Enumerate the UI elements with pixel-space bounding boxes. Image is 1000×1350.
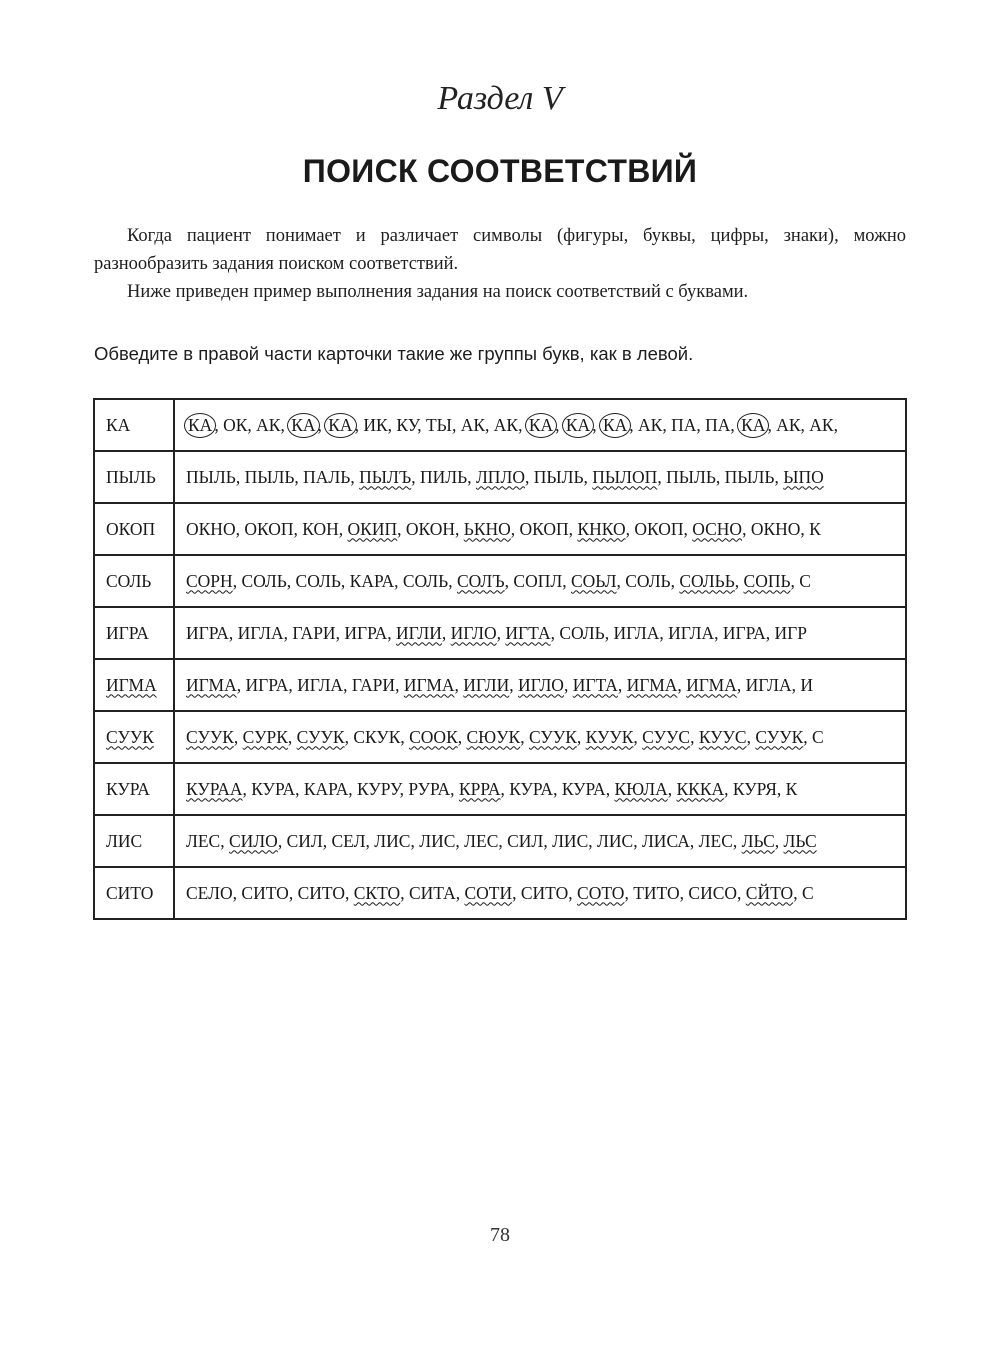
card-key-text: ЛИС (106, 830, 143, 851)
card-row (94, 555, 906, 607)
underlined-distractor[interactable]: ИГЛИ (395, 622, 442, 643)
page-number: 78 (490, 1224, 510, 1246)
letter-group[interactable]: СЕЛО (186, 882, 233, 903)
card-key-text: СИТО (106, 882, 154, 903)
letter-group[interactable]: ГАРИ (351, 674, 396, 695)
underlined-distractor[interactable]: СКТО (353, 882, 401, 903)
letter-group[interactable]: ПИЛЬ (419, 466, 468, 487)
letter-group[interactable]: ПЫЛЬ (666, 466, 716, 487)
task-instruction: Обведите в правой части карточки такие же группы букв, как в левой. (94, 343, 694, 364)
letter-group[interactable]: ИГЛА (237, 622, 284, 643)
letter-group[interactable]: ИГЛА (745, 674, 792, 695)
letter-group[interactable]: КОН (302, 518, 339, 539)
card-sequence-cell: КУРАА, КУРА, КАРА, КУРУ, РУРА, КРРА, КУРА, КУРА, КЮЛА, КККА, КУРЯ, К (174, 763, 906, 815)
letter-group[interactable]: АК (256, 414, 281, 435)
underlined-distractor[interactable]: ЛЬС (783, 830, 817, 851)
card-key-text: СУУК (106, 726, 154, 747)
letter-group[interactable]: ИГЛА (668, 622, 715, 643)
underlined-distractor[interactable]: СОЛЪ (456, 570, 505, 591)
card-key-text: ИГРА (106, 622, 149, 643)
underlined-distractor[interactable]: КУРАА (186, 778, 243, 799)
card-key-text: ИГМА (106, 674, 157, 695)
letter-group[interactable]: АК (776, 414, 801, 435)
letter-group[interactable]: СИСО (688, 882, 738, 903)
letter-group[interactable]: ИГРА (245, 674, 289, 695)
card-row (94, 399, 906, 451)
card-sequence-cell: СЕЛО, СИТО, СИТО, СКТО, СИТА, СОТИ, СИТО, СОТО, ТИТО, СИСО, СЙТО, С (174, 867, 906, 919)
letter-group[interactable]: СОЛЬ (625, 570, 671, 591)
letter-group[interactable]: С (799, 570, 811, 591)
letter-group[interactable]: СОЛЬ (402, 570, 449, 591)
underlined-distractor[interactable]: ИГМА (626, 674, 678, 695)
letter-group[interactable]: С (812, 726, 824, 747)
card-key-cell (94, 867, 174, 919)
intro-paragraph-2: Ниже приведен пример выполнения задания на поиск соответствий с буквами. (127, 282, 749, 302)
circled-match[interactable]: КА (599, 413, 631, 438)
letter-group[interactable]: АК (809, 414, 834, 435)
card-sequence-cell: ИГМА, ИГРА, ИГЛА, ГАРИ, ИГМА, ИГЛИ, ИГЛО, ИГТА, ИГМА, ИГМА, ИГЛА, И (174, 659, 906, 711)
circled-match[interactable]: КА (525, 413, 557, 438)
letter-group[interactable]: ИГЛА (613, 622, 660, 643)
letter-group[interactable]: СИЛ (286, 830, 323, 851)
letter-group[interactable]: ОКОП (634, 518, 684, 539)
card-sequence-cell: ИГРА, ИГЛА, ГАРИ, ИГРА, ИГЛИ, ИГЛО, ИГТА, СОЛЬ, ИГЛА, ИГЛА, ИГРА, ИГР (174, 607, 906, 659)
letter-group[interactable]: ОКОН (405, 518, 456, 539)
circled-match[interactable]: КА (324, 413, 356, 438)
card-key-text: КА (106, 414, 131, 435)
section-label: Раздел V (437, 80, 563, 117)
letter-group[interactable]: ПЫЛЬ (244, 466, 295, 487)
card-key-cell (94, 763, 174, 815)
letter-group[interactable]: ЛИС (419, 830, 456, 851)
letter-group[interactable]: КУ (396, 414, 418, 435)
underlined-distractor[interactable]: ОСНО (692, 518, 743, 539)
underlined-distractor[interactable]: СЙТО (745, 882, 794, 903)
card-row (94, 451, 906, 503)
letter-group[interactable]: И (800, 674, 813, 695)
letter-group[interactable]: ОКНО (750, 518, 801, 539)
matching-card-body (94, 399, 906, 919)
letter-group[interactable]: СИТО (520, 882, 569, 903)
underlined-distractor[interactable]: КРРА (458, 778, 501, 799)
underlined-distractor[interactable]: СОРН (186, 570, 233, 591)
underlined-distractor[interactable]: КУУС (698, 726, 747, 747)
circled-match[interactable]: КА (184, 413, 216, 438)
letter-group[interactable]: АК (460, 414, 485, 435)
letter-group[interactable]: ОК (223, 414, 248, 435)
letter-group[interactable]: СИТА (408, 882, 456, 903)
underlined-distractor[interactable]: СОТО (577, 882, 625, 903)
matching-card-table (93, 398, 907, 920)
underlined-distractor[interactable]: ИГМА (686, 674, 737, 695)
underlined-distractor[interactable]: СУРК (242, 726, 288, 747)
card-row (94, 763, 906, 815)
card-row (94, 815, 906, 867)
letter-group[interactable]: ПЫЛЬ (533, 466, 584, 487)
letter-group[interactable]: КУРА (509, 778, 554, 799)
underlined-distractor[interactable]: СУУК (186, 726, 234, 747)
letter-group[interactable]: ЛИС (597, 830, 634, 851)
card-key-cell (94, 399, 174, 451)
letter-group[interactable]: КУРЯ (732, 778, 777, 799)
underlined-distractor[interactable]: ЛЬС (741, 830, 775, 851)
underlined-distractor[interactable]: ЛПЛО (475, 466, 525, 487)
letter-group[interactable]: АК (638, 414, 663, 435)
intro-text (94, 222, 906, 306)
letter-group[interactable]: РУРА (408, 778, 451, 799)
letter-group[interactable]: ОКОП (244, 518, 294, 539)
card-sequence-cell: КА , ОК, АК, КА , КА , ИК, КУ, ТЫ, АК, АК, КА , КА , КА , АК, ПА, ПА, КА , АК, АК, (174, 399, 906, 451)
letter-group[interactable]: К (785, 778, 798, 799)
page-title: ПОИСК СООТВЕТСТВИЙ (302, 153, 698, 189)
underlined-distractor[interactable]: ИГЛИ (463, 674, 510, 695)
underlined-distractor[interactable]: ИГЛО (518, 674, 564, 695)
letter-group[interactable]: СОЛЬ (241, 570, 287, 591)
card-key-text: СОЛЬ (106, 570, 152, 591)
letter-group[interactable]: СЕЛ (331, 830, 366, 851)
underlined-distractor[interactable]: СООК (409, 726, 458, 747)
letter-group[interactable]: КАРА (303, 778, 349, 799)
underlined-distractor[interactable]: СУУС (642, 726, 691, 747)
circled-match[interactable]: КА (737, 413, 769, 438)
card-row (94, 607, 906, 659)
card-sequence-cell: ОКНО, ОКОП, КОН, ОКИП, ОКОН, ЬКНО, ОКОП, КНКО, ОКОП, ОСНО, ОКНО, К (174, 503, 906, 555)
underlined-distractor[interactable]: СОЛЬЬ (679, 570, 735, 591)
letter-group[interactable]: СИТО (241, 882, 289, 903)
card-key-cell (94, 503, 174, 555)
letter-group[interactable]: КАРА (349, 570, 395, 591)
letter-group[interactable]: ЛИС (374, 830, 411, 851)
letter-group[interactable]: ЛИСА (641, 830, 690, 851)
underlined-distractor[interactable]: СУУК (296, 726, 345, 747)
card-row (94, 659, 906, 711)
underlined-distractor[interactable]: ИГТА (572, 674, 618, 695)
letter-group[interactable]: К (809, 518, 821, 539)
card-sequence-cell: ЛЕС, СИЛО, СИЛ, СЕЛ, ЛИС, ЛИС, ЛЕС, СИЛ, ЛИС, ЛИС, ЛИСА, ЛЕС, ЛЬС, ЛЬС (174, 815, 906, 867)
underlined-distractor[interactable]: КНКО (577, 518, 626, 539)
underlined-distractor[interactable]: ИГТА (505, 622, 551, 643)
card-key-text: ПЫЛЬ (106, 466, 156, 487)
card-row (94, 867, 906, 919)
underlined-distractor[interactable]: СОТИ (464, 882, 513, 903)
intro-paragraph-1: Когда пациент понимает и различает символы (фигуры, буквы, цифры, знаки), можно разнообразить задания поиском соответствий. (94, 226, 906, 274)
letter-group[interactable]: КУРА (561, 778, 606, 799)
card-sequence-cell: СОРН, СОЛЬ, СОЛЬ, КАРА, СОЛЬ, СОЛЪ, СОПЛ, СОЬЛ, СОЛЬ, СОЛЬЬ, СОПЬ, С (174, 555, 906, 607)
underlined-distractor[interactable]: СОЬЛ (570, 570, 617, 591)
letter-group[interactable]: КУРА (251, 778, 296, 799)
underlined-distractor[interactable]: ПЫЛЪ (359, 466, 412, 487)
letter-group[interactable]: ПЫЛЬ (186, 466, 236, 487)
letter-group[interactable]: СКУК (353, 726, 401, 747)
letter-group[interactable]: АК (493, 414, 519, 435)
card-key-cell (94, 607, 174, 659)
underlined-distractor[interactable]: ИГМА (186, 674, 237, 695)
card-sequence-cell: СУУК, СУРК, СУУК, СКУК, СООК, СЮУК, СУУК, КУУК, СУУС, КУУС, СУУК, С (174, 711, 906, 763)
letter-group[interactable]: ЛЕС (464, 830, 499, 851)
letter-group[interactable]: ПА (705, 414, 731, 435)
card-key-cell (94, 451, 174, 503)
card-key-text: КУРА (106, 778, 150, 799)
card-key-text: ОКОП (106, 518, 156, 539)
letter-group[interactable]: ПЫЛЬ (724, 466, 775, 487)
letter-group[interactable]: ЛИС (552, 830, 589, 851)
card-key-cell (94, 555, 174, 607)
underlined-distractor[interactable]: ЬКНО (463, 518, 511, 539)
underlined-distractor[interactable]: ОКИП (347, 518, 398, 539)
letter-group[interactable]: ЛЕС (698, 830, 733, 851)
underlined-distractor[interactable]: СЮУК (466, 726, 521, 747)
letter-group[interactable]: СОПЛ (513, 570, 563, 591)
underlined-distractor[interactable]: СУУК (528, 726, 577, 747)
underlined-distractor[interactable]: СОПЬ (743, 570, 791, 591)
letter-group[interactable]: ИГЛА (297, 674, 344, 695)
letter-group[interactable]: СИЛ (507, 830, 544, 851)
circled-match[interactable]: КА (562, 413, 594, 438)
underlined-distractor[interactable]: ИГЛО (450, 622, 497, 643)
underlined-distractor[interactable]: ИГМА (403, 674, 455, 695)
card-sequence-cell: ПЫЛЬ, ПЫЛЬ, ПАЛЬ, ПЫЛЪ, ПИЛЬ, ЛПЛО, ПЫЛЬ, ПЫЛОП, ПЫЛЬ, ПЫЛЬ, ЫПО (174, 451, 906, 503)
letter-group[interactable]: ОКНО (186, 518, 236, 539)
underlined-distractor[interactable]: СИЛО (228, 830, 278, 851)
letter-group[interactable]: ИГРА (344, 622, 388, 643)
underlined-distractor[interactable]: ПЫЛОП (592, 466, 658, 487)
card-key-cell (94, 659, 174, 711)
letter-group[interactable]: ИК (363, 414, 388, 435)
letter-group[interactable]: СОЛЬ (295, 570, 341, 591)
underlined-distractor[interactable]: ЫПО (783, 466, 824, 487)
letter-group[interactable]: ПА (671, 414, 697, 435)
letter-group[interactable]: ИГРА (186, 622, 229, 643)
letter-group[interactable]: ОКОП (519, 518, 569, 539)
letter-group[interactable]: ЛЕС (186, 830, 221, 851)
letter-group[interactable]: С (801, 882, 814, 903)
underlined-distractor[interactable]: КЮЛА (614, 778, 668, 799)
card-key-cell (94, 815, 174, 867)
card-key-cell (94, 711, 174, 763)
card-row (94, 711, 906, 763)
letter-group[interactable]: КУРУ (357, 778, 400, 799)
letter-group[interactable]: ТИТО (633, 882, 680, 903)
letter-group[interactable]: СОЛЬ (559, 622, 605, 643)
underlined-distractor[interactable]: СУУК (755, 726, 804, 747)
circled-match[interactable]: КА (287, 413, 319, 438)
letter-group[interactable]: СИТО (297, 882, 345, 903)
letter-group[interactable]: ГАРИ (292, 622, 336, 643)
underlined-distractor[interactable]: КККА (676, 778, 725, 799)
underlined-distractor[interactable]: КУУК (585, 726, 634, 747)
letter-group[interactable]: ИГР (774, 622, 807, 643)
card-row (94, 503, 906, 555)
letter-group[interactable]: ПАЛЬ (303, 466, 351, 487)
letter-group[interactable]: ИГРА (722, 622, 766, 643)
letter-group[interactable]: ТЫ (425, 414, 452, 435)
